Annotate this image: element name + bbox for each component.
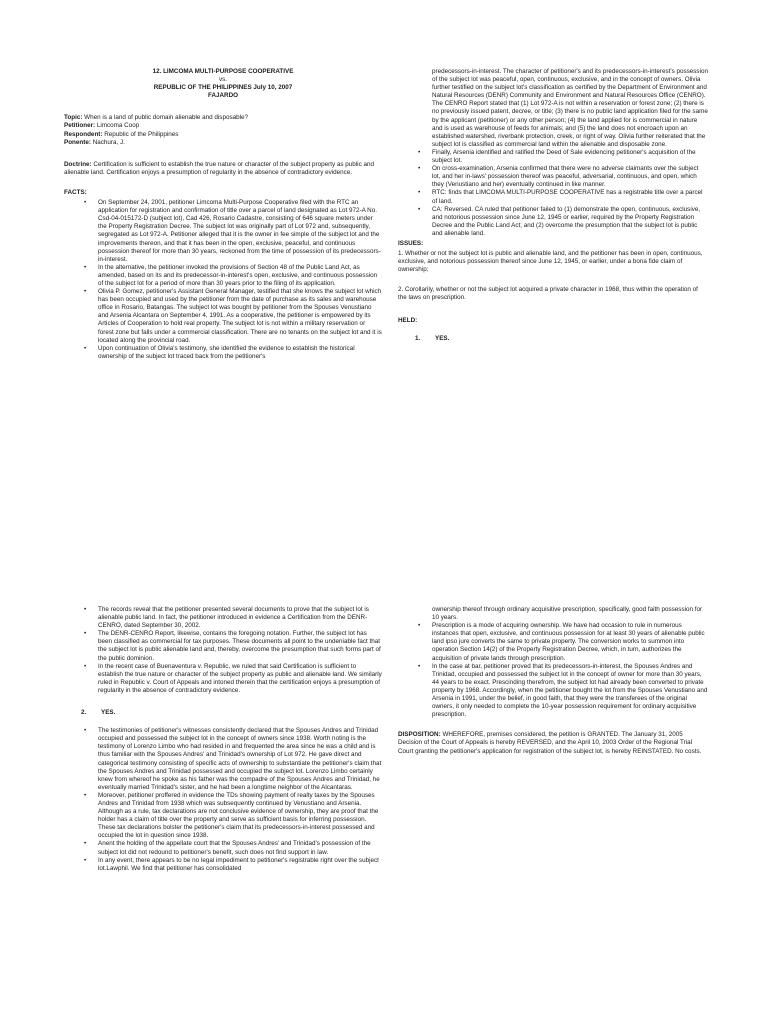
page-break	[0, 591, 768, 599]
topic-line	[64, 114, 382, 122]
held-item-1-answer: YES.	[435, 334, 450, 342]
list-item: • The testimonies of petitioner's witnesses consistently declared that the Spouses Andres and Trinidad occupied and possessed the subject lot in the concept of owners since 1938. Worth noting is the testimony of Lorenzo Limbo who had resided in and frequented the area since he was a child and is thus familiar with the Spouses Andres' and Trinidad's ownership of Lot 972. He gave direct and categorical testimony consisting of specific acts of ownership to substantiate the petitioner's claim that the Spouses Andres and Trinidad possessed and occupied the subject lot. Lorenzo Limbo certainly knew from whereof he spoke as his father was the compadre of the Spouses Andres and Trinidad, he eventually married Trinidad's sister, and he had been a longtime neighbor of the Alcantaras.	[98, 727, 382, 792]
case-vs: vs.	[218, 76, 228, 84]
disposition-paragraph	[398, 731, 708, 755]
held-item-2-number: 2.	[81, 709, 87, 717]
ponente-text: Nachura, J.	[92, 138, 125, 146]
case-meta	[64, 114, 382, 146]
respondent-text: Republic of the Philippines	[104, 130, 179, 138]
held-heading: HELD:	[398, 316, 418, 324]
disposition-label: DISPOSITION:	[398, 731, 441, 739]
issue-1: 1. Whether or not the subject lot is public and alienable land, and the petitioner has been in open, continuous, exclusive, and notorious possession thereof since June 12, 1945, or earlier, under a bona fide claim of ownership;	[398, 250, 703, 274]
ponente-label: Ponente:	[64, 138, 91, 146]
case-title: 12. LIMCOMA MULTI-PURPOSE COOPERATIVE	[152, 68, 294, 75]
issues-heading: ISSUES:	[398, 239, 424, 247]
page1-right-column	[398, 68, 708, 353]
held-item-1	[415, 335, 708, 343]
case-ponente-line: FAJARDO	[207, 92, 239, 100]
case-title-block	[64, 68, 382, 100]
held-item-2	[81, 709, 382, 717]
list-item: • CA: Reversed. CA ruled that petitioner failed to (1) demonstrate the open, continuous, exclusive, and notorious possession since June 12, 1945 or earlier, required by the Property Registration Decree and the Public Land Act; and (2) overcome the presumption that the subject lot is public and alienable land.	[432, 206, 708, 238]
doctrine-paragraph	[64, 161, 382, 177]
disposition-text: WHEREFORE, premises considered, the petition is GRANTED. The January 31, 2005 Decision of the Court of Appeals is hereby REVERSED, and the April 10, 2003 Order of the Regional Trial Court granting the petitioner's application for registration of the subject lot, is hereby REINSTATED. No costs.	[398, 731, 702, 755]
petitioner-label: Petitioner:	[64, 122, 96, 130]
facts-heading: FACTS:	[64, 188, 87, 196]
facts-continuation: predecessors-in-interest. The character of petitioner's and its predecessors-in-interest's possession of the subject lot was peaceful, open, continuous, exclusive, and in the concept of owners. Olivia further testified on the subject lot's classification as certified by the Department of Environment and Natural Resources (DENR) Community and Environment and Natural Resources Office (CENRO). The CENRO Report stated that (1) Lot 972-A is not within a reservation or forest zone; (2) there is no previously issued patent, decree, or title; (3) there is no public land application filed for the same by the applicant (petitioner) or any other person; (4) the land applied for is commercial in nature and is used as warehouse of feeds for animals; and (5) the land does not encroach upon an established watershed, riverbank protection, creek, or right of way. Olivia further reiterated that the subject lot is classified as commercial land within the alienable and disposable zone.	[432, 68, 708, 148]
list-item: • Moreover, petitioner proffered in evidence the TDs showing payment of realty taxes by the Spouses Andres and Trinidad from 1938 which was subsequently continued by Venustiano and Arsenia. Although as a rule, tax declarations are not conclusive evidence of ownership, they are proof that the holder has a claim of title over the property and serve as sufficient basis for inferring possession. These tax declarations bolster the petitioner's claim that its predecessors-in-interest possessed and occupied the lot in question since 1938.	[98, 792, 382, 841]
facts-list-continued	[398, 149, 708, 238]
issue-2: 2. Corollarily, whether or not the subject lot acquired a private character in 1968, thus within the operation of the laws on prescription.	[398, 286, 698, 302]
held-2-reasoning-list	[64, 727, 382, 873]
list-item: • On September 24, 2001, petitioner Limcoma Multi-Purpose Cooperative filed with the RTC an application for registration and confirmation of title over a parcel of land designated as Lot 972-A No. Csd-04-015172-D (subject lot), Cad 426, Rosario Cadastre, consisting of 646 square meters under the Property Registration Decree. The subject lot was originally part of Lot 972 and, subsequently, segregated as Lot 972-A. Petitioner alleged that it is the owner in fee simple of the subject lot and the improvements thereon, and that it has been in the open, exclusive, peaceful, and continuous possession thereof for more than 30 years, reckoned from the time of possession of its predecessors-in-interest.	[98, 199, 382, 264]
list-item: • In any event, there appears to be no legal impediment to petitioner's registrable right over the subject lot.Lawphil. We find that petitioner has consolidated	[98, 857, 382, 873]
list-item: • Finally, Arsenia identified and ratified the Deed of Sale evidencing petitioner's acquisition of the subject lot.	[432, 149, 708, 165]
list-item: • Olivia P. Gomez, petitioner's Assistant General Manager, testified that she knows the subject lot which has been occupied and used by the petitioner from the date of purchase as its sales and warehouse office in Rosario, Batangas. The subject lot was bought by petitioner from the Spouses Venustiano and Arsenia Alcantara on September 4, 1991. As a cooperative, the petitioner is empowered by its Articles of Cooperation to hold real property. The subject lot is not within a military reservation or forest zone but falls under a commercial classification. There are no tenants on the subject lot and it is located along the provincial road.	[98, 288, 382, 345]
facts-list	[64, 199, 382, 361]
respondent-line	[64, 131, 382, 139]
petitioner-text: Limcoma Coop	[96, 122, 140, 130]
list-item: • The records reveal that the petitioner presented several documents to prove that the subject lot is alienable public land. In fact, the petitioner introduced in evidence a Certification from the DENR-CENRO, dated September 30, 2002.	[98, 606, 382, 630]
list-item: • Anent the holding of the appellate court that the Spouses Andres' and Trinidad's possession of the subject lot did not redound to petitioner's benefit, such does not find support in law.	[98, 840, 382, 856]
list-item: • In the alternative, the petitioner invoked the provisions of Section 48 of the Public Land Act, as amended, based on its and its predecessor-in-interest's open, exclusive, and continuous possession of the subject lot for a period of more than 30 years prior to the filing of its application.	[98, 264, 382, 288]
page2-left-column	[64, 606, 382, 879]
held-2-continuation: ownership thereof through ordinary acquisitive prescription, specifically, good faith possession for 10 years.	[432, 606, 703, 622]
doctrine-label: Doctrine:	[64, 160, 92, 168]
doctrine-text: Certification is sufficient to establish the true nature or character of the subject property as public and alienable land. Certification enjoys a presumption of regularity in the absence of contradictory evidence.	[64, 160, 374, 176]
ponente-line	[64, 139, 382, 147]
list-item: • In the case at bar, petitioner proved that its predecessors-in-interest, the Spouses Andres and Trinidad, occupied and possessed the subject lot in the concept of owner for more than 30 years, 44 years to be exact. Prescinding therefrom, the subject lot had already been converted to private property by 1968. Accordingly, when the petitioner bought the lot from the Spouses Venustiano and Arsenia in 1991, under the belief, in good faith, that they were the transferees of the original owners, it only needed to complete the 10-year possession requirement for ordinary acquisitive prescription.	[432, 663, 708, 720]
page2-right-column	[398, 606, 708, 763]
list-item: • The DENR-CENRO Report, likewise, contains the foregoing notation. Further, the subject lot has been classified as commercial for tax purposes. These documents all point to the undeniable fact that the subject lot is public alienable land and, thereby, overcome the presumption that such forms part of the public dominion.	[98, 630, 382, 662]
held-item-1-number: 1.	[415, 334, 421, 342]
list-item: • In the recent case of Buenaventura v. Republic, we ruled that said Certification is sufficient to establish the true nature or character of the subject property as public and alienable land. We similarly ruled in Republic v. Court of Appeals and intoned therein that the certification enjoys a presumption of regularity in the absence of contradictory evidence.	[98, 663, 382, 695]
held-item-2-answer: YES.	[101, 709, 116, 717]
topic-label: Topic:	[64, 114, 83, 122]
petitioner-line	[64, 122, 382, 130]
page1-left-column	[64, 68, 382, 367]
list-item: • Upon continuation of Olivia's testimony, she identified the evidence to establish the historical ownership of the subject lot traced back from the petitioner's	[98, 345, 382, 361]
topic-text: When is a land of public domain alienable and disposable?	[84, 114, 249, 122]
respondent-label: Respondent:	[64, 130, 103, 138]
list-item: • On cross-examination, Arsenia confirmed that there were no adverse claimants over the subject lot, and her in-laws' possession thereof was peaceful, adversarial, continuous, and open, which they (Venustiano and her) eventually continued in like manner.	[432, 165, 708, 189]
held-2-reasoning-list-continued	[398, 622, 708, 719]
list-item: • RTC: finds that LIMCOMA MULTI-PURPOSE COOPERATIVE has a registrable title over a parcel of land.	[432, 189, 708, 205]
list-item: • Prescription is a mode of acquiring ownership. We have had occasion to rule in numerous instances that open, exclusive, and continuous possession for at least 30 years of alienable public land ipso jure converts the same to private property. The conversion works to summon into operation Section 14(2) of the Property Registration Decree, which, in turn, authorizes the acquisition of private lands through prescription.	[432, 622, 708, 662]
held-1-reasoning-list	[64, 606, 382, 695]
case-respondent-line: REPUBLIC OF THE PHILIPPINES July 10, 2007	[153, 84, 293, 92]
